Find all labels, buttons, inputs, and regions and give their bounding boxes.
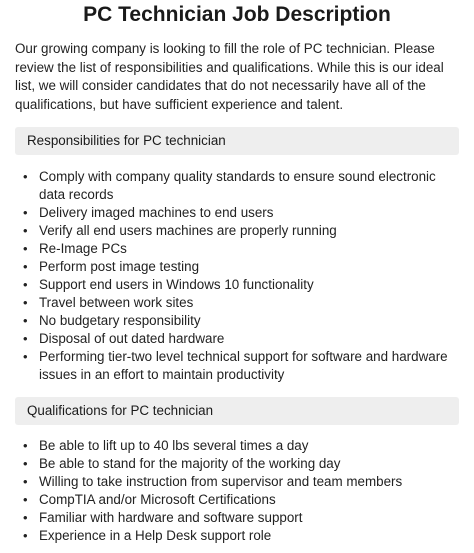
bullet-icon: • bbox=[23, 295, 28, 310]
list-item: • No budgetary responsibility bbox=[23, 313, 201, 328]
bullet-icon: • bbox=[23, 474, 28, 489]
bullet-icon: • bbox=[23, 438, 28, 453]
bullet-icon: • bbox=[23, 331, 28, 346]
list-item: • Perform post image testing bbox=[23, 259, 200, 274]
responsibilities-heading: Responsibilities for PC technician bbox=[27, 133, 226, 148]
qualifications-heading: Qualifications for PC technician bbox=[27, 403, 214, 418]
bullet-icon: • bbox=[23, 510, 28, 525]
list-item: • Experience in a Help Desk support role bbox=[23, 528, 272, 543]
bullet-icon: • bbox=[23, 169, 28, 184]
qualifications-list bbox=[15, 437, 459, 545]
bullet-icon: • bbox=[23, 349, 28, 364]
list-item: • Travel between work sites bbox=[23, 295, 194, 310]
list-item: • Support end users in Windows 10 functionality bbox=[23, 277, 314, 292]
bullet-icon: • bbox=[23, 223, 28, 238]
bullet-icon: • bbox=[23, 456, 28, 471]
list-item: • Performing tier-two level technical support for software and hardware issues in an effort to maintain productivity bbox=[23, 349, 448, 382]
bullet-icon: • bbox=[23, 528, 28, 543]
bullet-icon: • bbox=[23, 205, 28, 220]
list-item: • CompTIA and/or Microsoft Certifications bbox=[23, 492, 276, 507]
list-item: • Verify all end users machines are properly running bbox=[23, 223, 337, 238]
bullet-icon: • bbox=[23, 241, 28, 256]
bullet-icon: • bbox=[23, 313, 28, 328]
responsibilities-list bbox=[15, 168, 459, 384]
responsibilities-header bbox=[15, 127, 459, 155]
bullet-icon: • bbox=[23, 492, 28, 507]
intro-paragraph: Our growing company is looking to fill the role of PC technician. Please review the list of responsibilities and qualifications. While this is our ideal list, we will consider candidates that do not necessarily have all of the qualifications, but have sufficient experience and talent. bbox=[15, 41, 444, 112]
list-item: • Willing to take instruction from supervisor and team members bbox=[23, 474, 403, 489]
list-item: • Delivery imaged machines to end users bbox=[23, 205, 274, 220]
list-item: • Be able to stand for the majority of the working day bbox=[23, 456, 341, 471]
page-title: PC Technician Job Description bbox=[83, 3, 391, 26]
list-item: • Comply with company quality standards to ensure sound electronic data records bbox=[23, 169, 436, 202]
list-item: • Re-Image PCs bbox=[23, 241, 127, 256]
list-item: • Be able to lift up to 40 lbs several times a day bbox=[23, 438, 309, 453]
list-item: • Familiar with hardware and software support bbox=[23, 510, 303, 525]
qualifications-header bbox=[15, 397, 459, 425]
bullet-icon: • bbox=[23, 277, 28, 292]
bullet-icon: • bbox=[23, 259, 28, 274]
list-item: • Disposal of out dated hardware bbox=[23, 331, 225, 346]
